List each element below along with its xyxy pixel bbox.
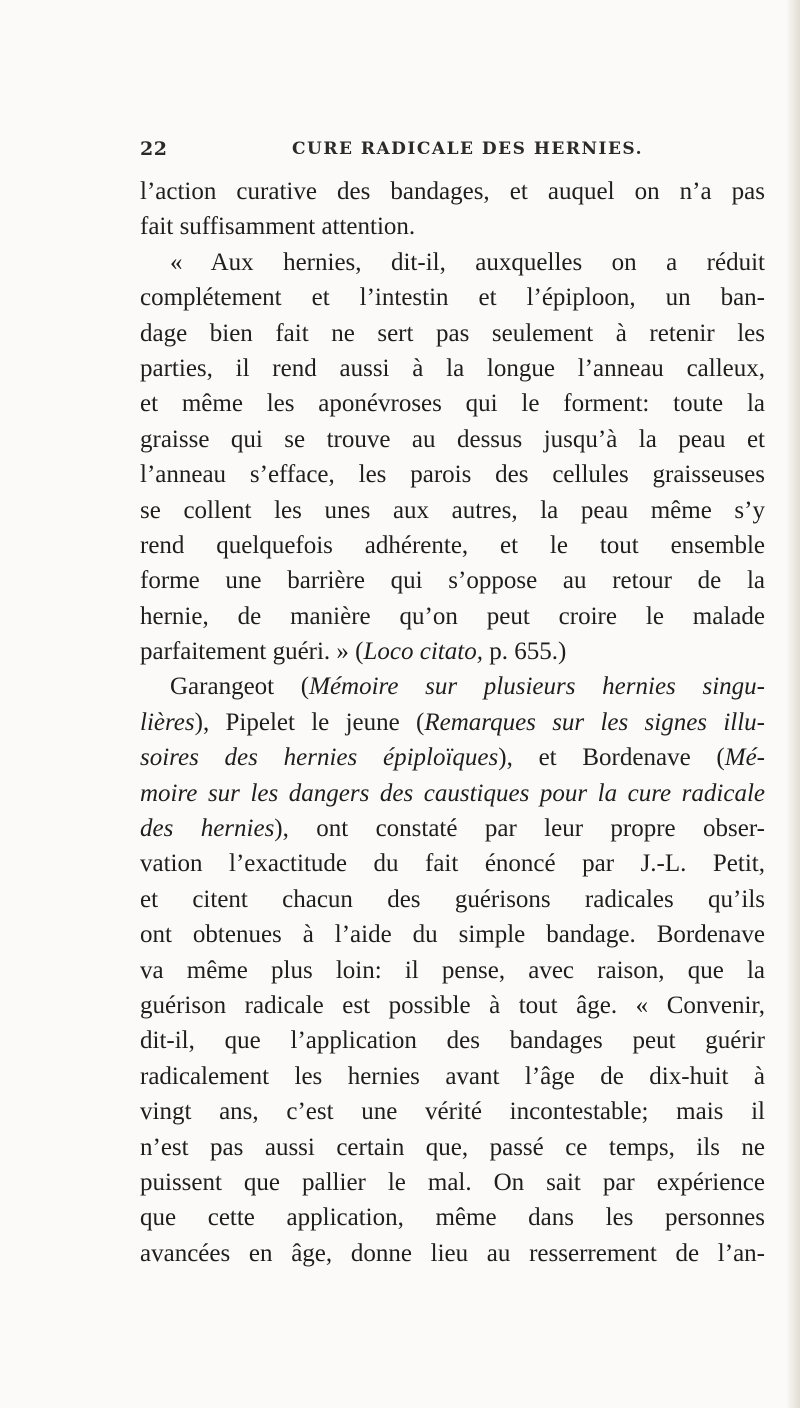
page-edge-shadow (786, 0, 800, 1408)
title-italic: Mémoire sur plusieurs hernies singu- (309, 673, 765, 701)
text-line: « Aux hernies, dit-il, auxquelles on a réduit (170, 248, 765, 276)
text-segment: p. 655.) (482, 638, 567, 666)
text-line (140, 811, 765, 846)
text-line (140, 669, 765, 704)
text-line (140, 740, 765, 775)
text-line: l’action curative des bandages, et auquel on n’a pas (140, 178, 765, 205)
title-italic: Mé- (724, 744, 765, 772)
text-line: se collent les unes aux autres, la peau même s’y (140, 496, 765, 524)
title-italic: soires des hernies épiploïques (140, 744, 499, 772)
text-line: graisse qui se trouve au dessus jusqu’à la peau et (140, 425, 765, 453)
text-line: hernie, de manière qu’on peut croire le malade (140, 602, 765, 630)
text-segment: ), ont constaté par leur propre obser- (274, 815, 765, 843)
text-line (140, 705, 765, 740)
text-line: puissent que pallier le mal. On sait par expérience (140, 1168, 765, 1196)
body-text (140, 174, 765, 1271)
text-segment: parfaitement guéri. » ( (140, 638, 364, 666)
text-line: parties, il rend aussi à la longue l’anneau calleux, (140, 354, 765, 382)
text-line: va même plus loin: il pense, avec raison, que la (140, 956, 765, 984)
title-italic: moire sur les dangers des caustiques pour la cure radicale (140, 779, 765, 807)
text-line: l’anneau s’efface, les parois des cellules graisseuses (140, 461, 765, 489)
running-title: CURE RADICALE DES HERNIES. (292, 139, 644, 159)
text-line: et même les aponévroses qui le forment: toute la (140, 390, 765, 418)
text-line: radicalement les hernies avant l’âge de dix-huit à (140, 1062, 765, 1090)
title-italic: Remarques sur les signes illu- (424, 708, 765, 736)
text-line: n’est pas aussi certain que, passé ce temps, ils ne (140, 1133, 765, 1161)
text-segment: Garangeot ( (170, 673, 310, 701)
text-line: que cette application, même dans les personnes (140, 1204, 765, 1232)
text-line: forme une barrière qui s’oppose au retour de la (140, 567, 765, 595)
text-line: dit-il, que l’application des bandages peut guérir (140, 1027, 765, 1055)
text-line: complétement et l’intestin et l’épiploon, un ban- (140, 284, 765, 312)
text-line: vation l’exactitude du fait énoncé par J.-L. Petit, (140, 850, 765, 878)
running-head (140, 138, 680, 168)
text-line (140, 634, 765, 669)
text-line: rend quelquefois adhérente, et le tout ensemble (140, 531, 765, 559)
title-italic: lières (140, 708, 195, 736)
text-line: et citent chacun des guérisons radicales qu’ils (140, 885, 765, 913)
text-line: fait suffisamment attention. (140, 213, 416, 241)
text-line (140, 776, 765, 811)
text-segment: ), Pipelet le jeune ( (194, 708, 425, 736)
page-number: 22 (140, 138, 168, 160)
citation-italic: Loco citato, (363, 638, 483, 666)
text-line: vingt ans, c’est une vérité incontestable; mais il (140, 1098, 765, 1126)
text-segment: ), et Bordenave ( (498, 744, 725, 772)
text-line: avancées en âge, donne lieu au resserrement de l’an- (140, 1239, 765, 1267)
text-line: dage bien fait ne sert pas seulement à retenir les (140, 319, 765, 347)
text-line: guérison radicale est possible à tout âge. « Convenir, (140, 991, 765, 1019)
title-italic: des hernies (140, 815, 275, 843)
text-line: ont obtenues à l’aide du simple bandage. Bordenave (140, 921, 765, 949)
